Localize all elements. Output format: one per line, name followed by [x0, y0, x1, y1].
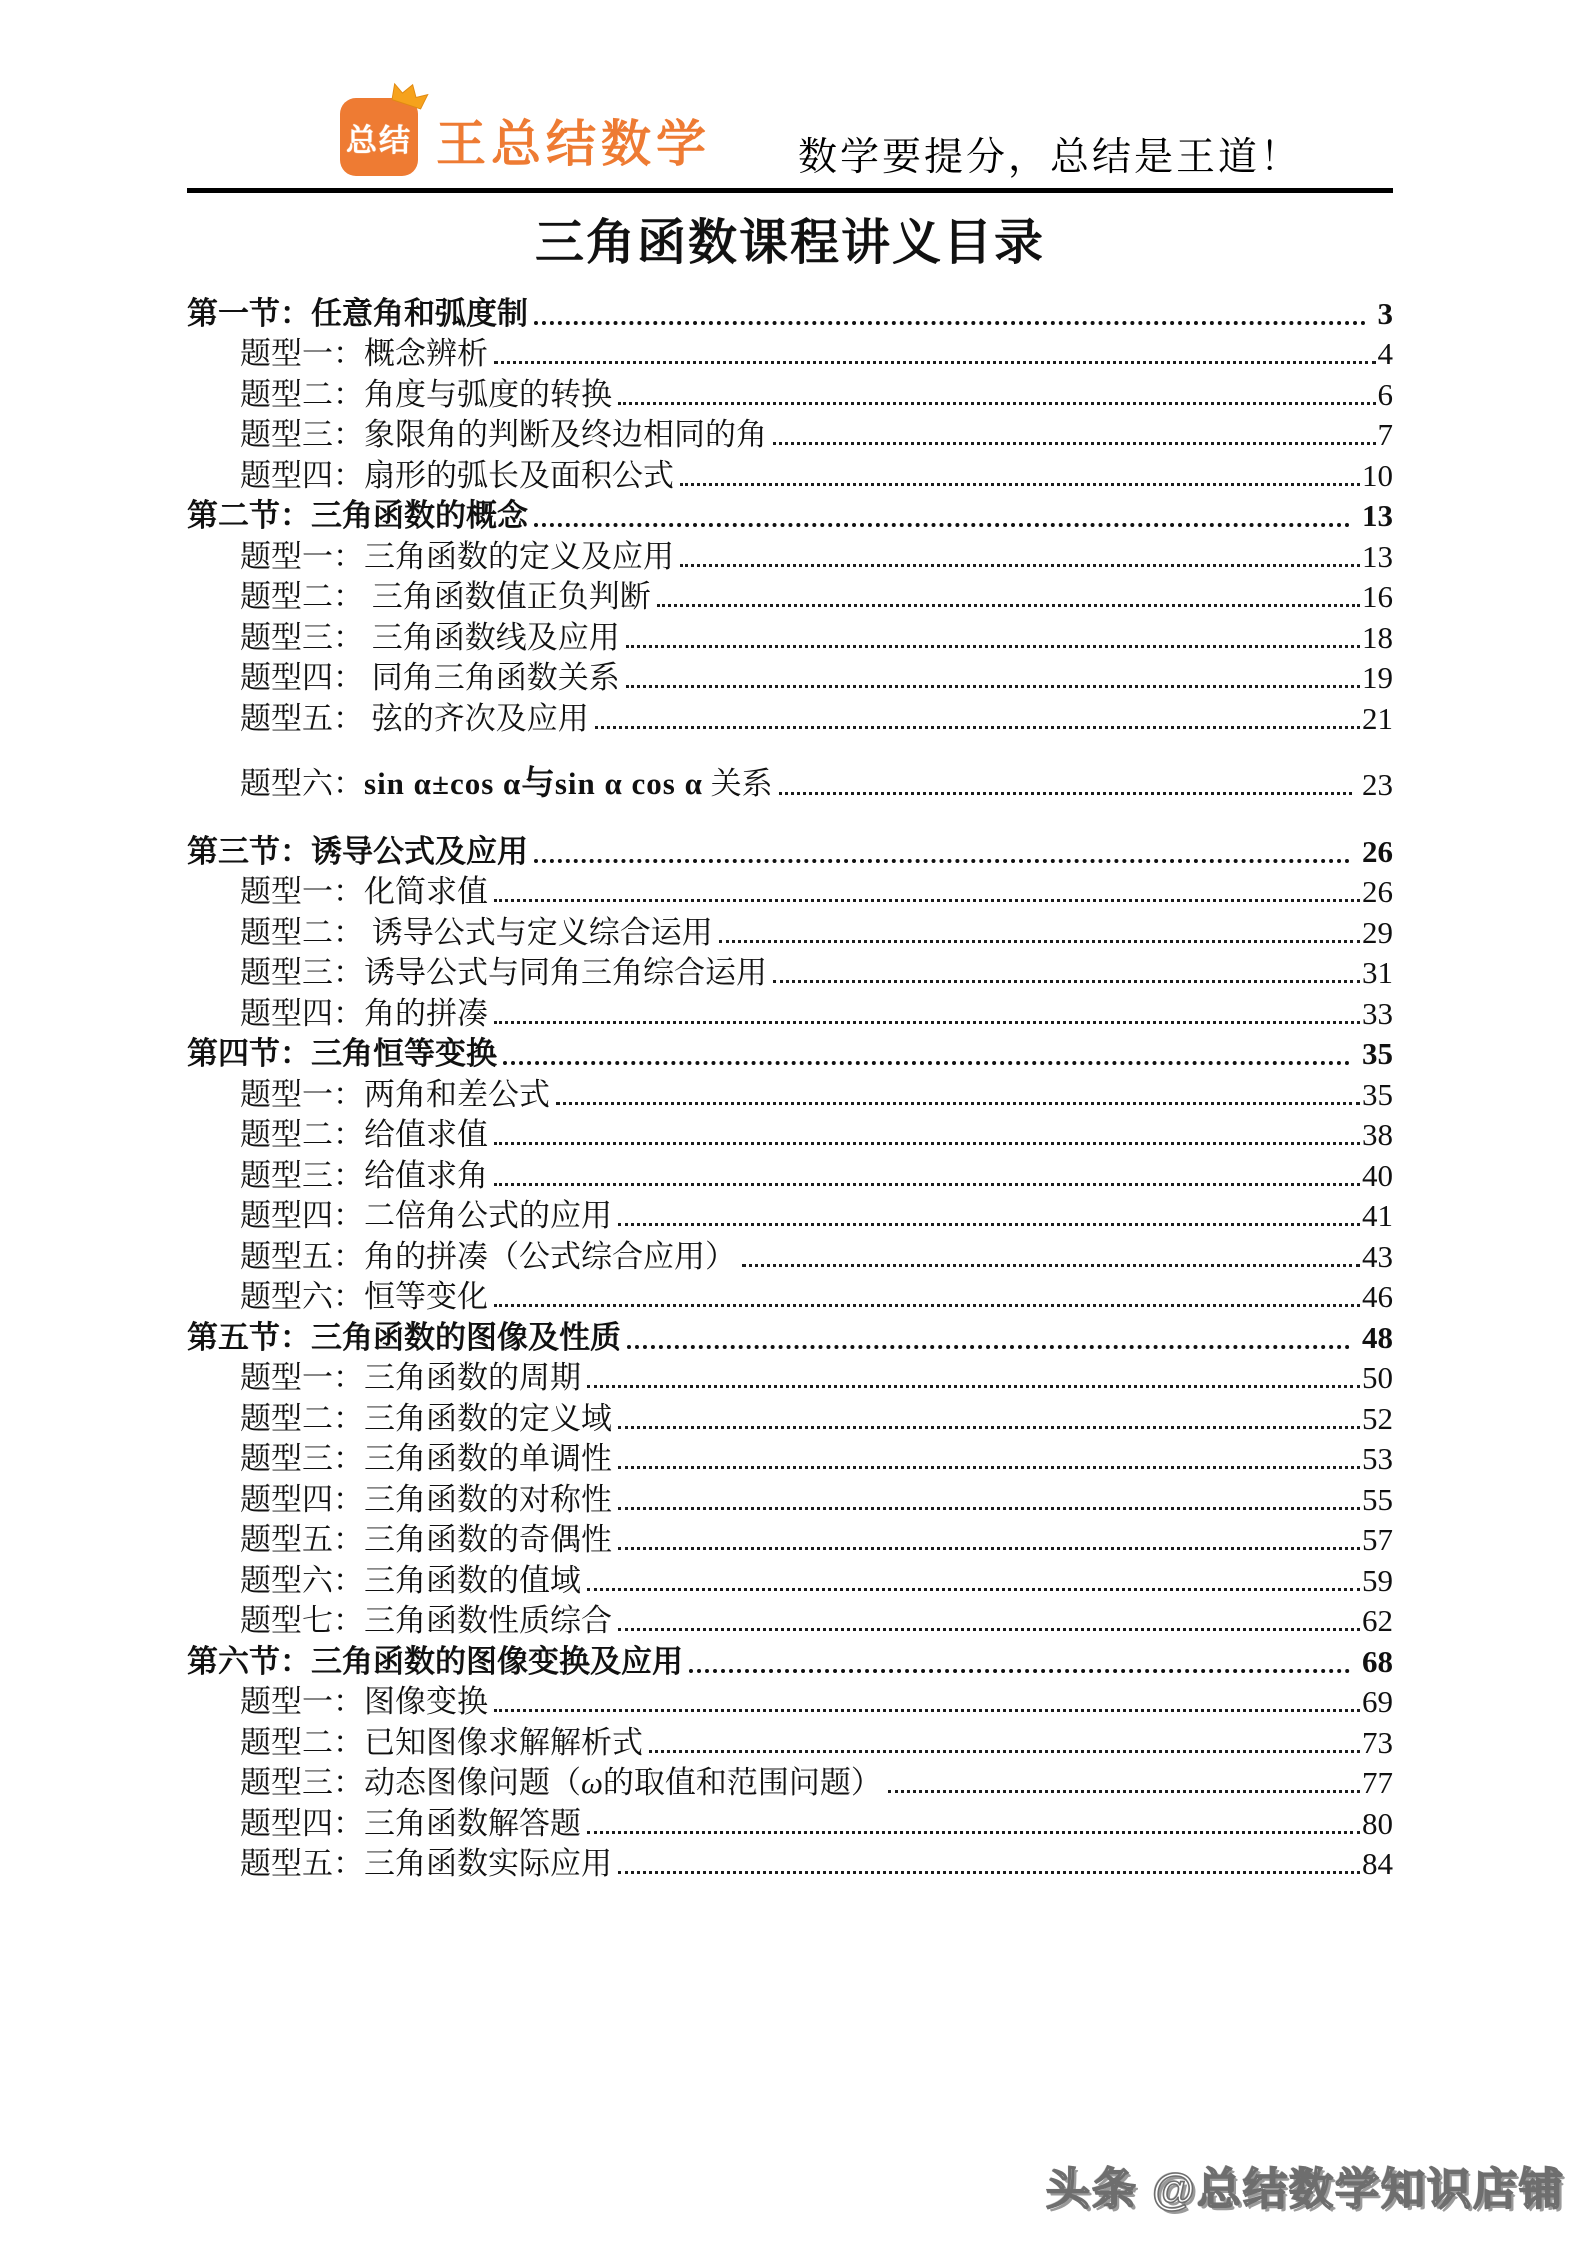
toc-entry-label: 题型一：化简求值	[240, 874, 488, 910]
toc-page-number: 3	[1377, 295, 1393, 331]
toc-entry-label: 第五节：三角函数的图像及性质	[187, 1319, 621, 1355]
toc-entry-label: 题型三：三角函数的单调性	[240, 1441, 612, 1477]
toc-page-number: 38	[1362, 1117, 1393, 1153]
toc-entry-label: 题型二：角度与弧度的转换	[240, 376, 612, 412]
toc-entry-label: 题型三：给值求角	[240, 1157, 488, 1193]
toc-entry-label: 题型一：图像变换	[240, 1684, 488, 1720]
toc-entry-label: 题型三： 三角函数线及应用	[240, 619, 620, 655]
toc-page-number: 7	[1377, 417, 1393, 453]
toc-dot-leader	[618, 1223, 1360, 1226]
toc-entry	[187, 291, 1393, 332]
toc-entry-label: 题型三：象限角的判断及终边相同的角	[240, 417, 767, 453]
toc-dot-leader	[494, 899, 1360, 902]
toc-page-number: 62	[1362, 1603, 1393, 1639]
toc-page-number: 26	[1362, 874, 1393, 910]
toc-entry	[187, 372, 1393, 413]
header-divider	[187, 188, 1393, 193]
toc-dot-leader	[534, 321, 1366, 325]
toc-page-number: 35	[1362, 1036, 1393, 1072]
toc-page-number: 50	[1362, 1360, 1393, 1396]
toc-page-number: 46	[1362, 1279, 1393, 1315]
toc-page-number: 35	[1362, 1076, 1393, 1112]
toc-dot-leader	[587, 1385, 1360, 1388]
toc-dot-leader	[773, 980, 1360, 983]
toc-entry	[187, 1153, 1393, 1194]
toc-dot-leader	[534, 523, 1350, 527]
logo-badge-text: 总结	[346, 122, 412, 158]
toc-dot-leader	[779, 792, 1352, 795]
toc-page-number: 16	[1362, 579, 1393, 615]
toc-entry	[187, 1113, 1393, 1154]
toc-entry-label: 题型四：角的拼凑	[240, 995, 488, 1031]
toc-entry-label: 题型一：两角和差公式	[240, 1076, 550, 1112]
toc-entry	[187, 1761, 1393, 1802]
toc-entry-label: 题型六：三角函数的值域	[240, 1562, 581, 1598]
toc-entry-label: 题型六：恒等变化	[240, 1279, 488, 1315]
toc-entry	[187, 910, 1393, 951]
toc-entry	[187, 1801, 1393, 1842]
toc-dot-leader	[494, 1183, 1360, 1186]
toc-dot-leader	[618, 1466, 1360, 1469]
toc-dot-leader	[494, 1142, 1360, 1145]
toc-dot-leader	[649, 1750, 1360, 1753]
toc-page-number: 23	[1362, 767, 1393, 803]
toc-entry	[187, 1477, 1393, 1518]
toc-page-number: 19	[1362, 660, 1393, 696]
toc-entry-label: 题型六：sin α±cos α与sin α cos α 关系	[240, 764, 773, 802]
toc-page-number: 18	[1362, 619, 1393, 655]
toc-page-number: 21	[1362, 700, 1393, 736]
brand-logo-badge	[340, 98, 418, 176]
toc-page-number: 4	[1377, 336, 1393, 372]
toc-entry	[187, 332, 1393, 373]
toc-dot-leader	[587, 1588, 1360, 1591]
toc-entry-label: 题型五： 弦的齐次及应用	[240, 700, 589, 736]
toc-entry-label: 题型三：诱导公式与同角三角综合运用	[240, 955, 767, 991]
toc-list	[187, 291, 1393, 1882]
toc-page-number: 43	[1362, 1238, 1393, 1274]
toc-page-number: 10	[1362, 457, 1393, 493]
toc-dot-leader	[888, 1790, 1360, 1793]
toc-entry-label: 题型七：三角函数性质综合	[240, 1603, 612, 1639]
toc-entry-label: 第一节：任意角和弧度制	[187, 295, 528, 331]
toc-dot-leader	[773, 442, 1376, 445]
toc-dot-leader	[494, 1709, 1360, 1712]
toc-page-number: 80	[1362, 1805, 1393, 1841]
toc-dot-leader	[618, 1628, 1360, 1631]
toc-entry-label: 题型五：三角函数的奇偶性	[240, 1522, 612, 1558]
toc-entry-label: 题型四：二倍角公式的应用	[240, 1198, 612, 1234]
toc-page-number: 59	[1362, 1562, 1393, 1598]
toc-entry	[187, 1072, 1393, 1113]
toc-entry	[187, 413, 1393, 454]
toc-dot-leader	[534, 859, 1350, 863]
toc-dot-leader	[627, 1345, 1350, 1349]
toc-page-number: 29	[1362, 914, 1393, 950]
toc-entry-label: 第六节：三角函数的图像变换及应用	[187, 1643, 683, 1679]
toc-page-number: 40	[1362, 1157, 1393, 1193]
toc-entry-label: 第三节：诱导公式及应用	[187, 833, 528, 869]
watermark: 头条 @总结数学知识店铺	[1045, 2165, 1565, 2214]
toc-dot-leader	[494, 361, 1376, 364]
toc-entry	[187, 1396, 1393, 1437]
toc-page-number: 84	[1362, 1846, 1393, 1882]
toc-dot-leader	[503, 1061, 1350, 1065]
toc-page-number: 69	[1362, 1684, 1393, 1720]
toc-entry-label: 题型五：三角函数实际应用	[240, 1846, 612, 1882]
toc-dot-leader	[556, 1102, 1360, 1105]
toc-dot-leader	[719, 940, 1360, 943]
toc-dot-leader	[689, 1669, 1350, 1673]
toc-entry	[187, 575, 1393, 616]
toc-dot-leader	[587, 1831, 1360, 1834]
toc-entry	[187, 1599, 1393, 1640]
toc-dot-leader	[595, 726, 1360, 729]
toc-entry	[187, 870, 1393, 911]
toc-dot-leader	[626, 685, 1360, 688]
toc-entry-label: 题型四：三角函数解答题	[240, 1805, 581, 1841]
toc-entry-label: 题型四：扇形的弧长及面积公式	[240, 457, 674, 493]
toc-entry	[187, 494, 1393, 535]
toc-entry	[187, 1558, 1393, 1599]
toc-entry	[187, 1518, 1393, 1559]
toc-entry	[187, 991, 1393, 1032]
toc-entry	[187, 1356, 1393, 1397]
toc-dot-leader	[618, 1547, 1360, 1550]
toc-entry	[187, 1315, 1393, 1356]
toc-entry	[187, 1720, 1393, 1761]
toc-page-number: 52	[1362, 1400, 1393, 1436]
toc-dot-leader	[680, 564, 1360, 567]
toc-page-number: 33	[1362, 995, 1393, 1031]
toc-entry-label: 题型二：已知图像求解解析式	[240, 1724, 643, 1760]
toc-entry-label: 题型一：概念辨析	[240, 336, 488, 372]
toc-entry-label: 题型一：三角函数的周期	[240, 1360, 581, 1396]
toc-entry	[187, 1437, 1393, 1478]
toc-entry	[187, 696, 1393, 737]
page-title: 三角函数课程讲义目录	[534, 215, 1045, 270]
toc-dot-leader	[494, 1304, 1360, 1307]
toc-entry-label: 第二节：三角函数的概念	[187, 498, 528, 534]
toc-entry-label: 题型五：角的拼凑（公式综合应用）	[240, 1238, 736, 1274]
toc-dot-leader	[657, 604, 1360, 607]
toc-entry	[187, 829, 1393, 870]
toc-entry	[187, 1639, 1393, 1680]
toc-dot-leader	[742, 1264, 1360, 1267]
toc-entry-label: 题型二：三角函数的定义域	[240, 1400, 612, 1436]
toc-entry	[187, 656, 1393, 697]
toc-page-number: 31	[1362, 955, 1393, 991]
toc-dot-leader	[618, 1507, 1360, 1510]
toc-entry	[187, 1194, 1393, 1235]
toc-dot-leader	[618, 402, 1376, 405]
toc-entry	[187, 1680, 1393, 1721]
brand-tagline: 数学要提分，总结是王道！	[798, 136, 1303, 179]
toc-entry	[187, 615, 1393, 656]
toc-entry	[187, 534, 1393, 575]
toc-entry	[187, 1842, 1393, 1883]
toc-page-number: 13	[1362, 538, 1393, 574]
toc-entry-label: 题型四： 同角三角函数关系	[240, 660, 620, 696]
toc-entry-label: 题型二： 诱导公式与定义综合运用	[240, 914, 713, 950]
toc-entry-label: 题型三：动态图像问题（ω的取值和范围问题）	[240, 1765, 882, 1801]
toc-page-number: 68	[1362, 1643, 1393, 1679]
toc-entry-label: 第四节：三角恒等变换	[187, 1036, 497, 1072]
toc-entry	[187, 763, 1393, 804]
toc-dot-leader	[626, 645, 1360, 648]
toc-entry	[187, 453, 1393, 494]
toc-dot-leader	[618, 1871, 1360, 1874]
toc-entry-label: 题型二：给值求值	[240, 1117, 488, 1153]
toc-entry	[187, 1275, 1393, 1316]
toc-page-number: 53	[1362, 1441, 1393, 1477]
toc-page-number: 41	[1362, 1198, 1393, 1234]
toc-entry	[187, 1234, 1393, 1275]
toc-dot-leader	[494, 1021, 1360, 1024]
toc-page-number: 26	[1362, 833, 1393, 869]
toc-page-number: 55	[1362, 1481, 1393, 1517]
toc-entry	[187, 951, 1393, 992]
toc-dot-leader	[680, 483, 1360, 486]
toc-entry-label: 题型二： 三角函数值正负判断	[240, 579, 651, 615]
toc-entry	[187, 1032, 1393, 1073]
toc-dot-leader	[618, 1426, 1360, 1429]
toc-page-number: 77	[1362, 1765, 1393, 1801]
toc-page-number: 48	[1362, 1319, 1393, 1355]
toc-page-number: 13	[1362, 498, 1393, 534]
brand-name: 王总结数学	[436, 116, 711, 172]
toc-page-number: 57	[1362, 1522, 1393, 1558]
toc-entry-label: 题型一：三角函数的定义及应用	[240, 538, 674, 574]
toc-entry-label: 题型四：三角函数的对称性	[240, 1481, 612, 1517]
toc-page-number: 73	[1362, 1724, 1393, 1760]
crown-icon	[387, 77, 432, 115]
toc-page-number: 6	[1377, 376, 1393, 412]
